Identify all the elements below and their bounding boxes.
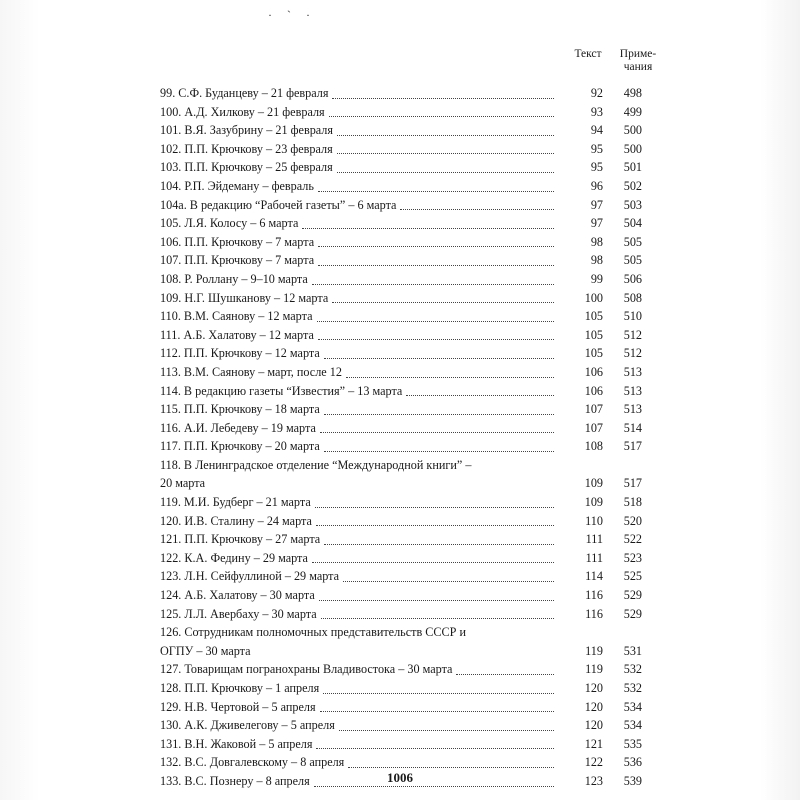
toc-entry-title bbox=[160, 698, 558, 717]
toc-entry bbox=[160, 735, 660, 754]
toc-entry bbox=[160, 382, 660, 401]
dot-leader bbox=[318, 246, 554, 247]
toc-entry-title bbox=[160, 623, 558, 660]
toc-entry-notes-page: 505 bbox=[623, 234, 642, 249]
toc-entry-title-line: 124. А.Б. Халатову – 30 марта bbox=[160, 588, 315, 603]
toc-entry bbox=[160, 326, 660, 345]
toc-entry bbox=[160, 103, 660, 122]
toc-entry bbox=[160, 196, 660, 215]
toc-entry-text-page: 121 bbox=[584, 736, 603, 751]
toc-entry-notes-page: 513 bbox=[623, 383, 642, 398]
table-of-contents bbox=[160, 84, 660, 791]
toc-entry-notes-page: 513 bbox=[623, 364, 642, 379]
toc-entry-title-line: 129. Н.В. Чертовой – 5 апреля bbox=[160, 699, 316, 714]
dot-leader bbox=[329, 116, 554, 117]
toc-entry-title-line: 133. В.С. Познеру – 8 апреля bbox=[160, 773, 310, 788]
toc-entry-text-page: 119 bbox=[585, 643, 603, 658]
toc-entry-title-line: 101. В.Я. Зазубрину – 21 февраля bbox=[160, 123, 333, 138]
toc-entry-text-page: 93 bbox=[590, 104, 603, 119]
dot-leader bbox=[318, 339, 554, 340]
toc-entry-notes-page: 532 bbox=[623, 662, 642, 677]
column-header-notes bbox=[612, 48, 664, 74]
toc-entry-title-line: 109. Н.Г. Шушканову – 12 марта bbox=[160, 290, 329, 305]
toc-entry-notes-page: 506 bbox=[623, 271, 642, 286]
column-header-notes-line2: чания bbox=[623, 61, 653, 73]
toc-entry-text-page: 94 bbox=[590, 123, 603, 138]
toc-entry-notes-page: 517 bbox=[623, 476, 642, 491]
toc-entry-title-line: 119. М.И. Будберг – 21 марта bbox=[160, 495, 311, 510]
toc-entry-title bbox=[160, 270, 558, 289]
toc-entry-title-line: 121. П.П. Крючкову – 27 марта bbox=[160, 532, 321, 547]
toc-entry bbox=[160, 493, 660, 512]
toc-entry-text-page: 105 bbox=[584, 346, 603, 361]
toc-entry-text-page: 106 bbox=[584, 383, 603, 398]
toc-entry bbox=[160, 158, 660, 177]
toc-entry-title bbox=[160, 716, 558, 735]
toc-entry bbox=[160, 233, 660, 252]
toc-entry-notes-page: 525 bbox=[623, 569, 642, 584]
toc-entry-notes-page: 505 bbox=[623, 253, 642, 268]
toc-entry-title bbox=[160, 530, 558, 549]
toc-entry-title bbox=[160, 158, 558, 177]
toc-entry bbox=[160, 660, 660, 679]
toc-entry-title bbox=[160, 177, 558, 196]
toc-entry-title bbox=[160, 103, 558, 122]
toc-entry-text-page: 116 bbox=[585, 606, 603, 621]
toc-entry-notes-page: 529 bbox=[623, 606, 642, 621]
toc-entry-text-page: 109 bbox=[584, 495, 603, 510]
toc-entry bbox=[160, 214, 660, 233]
toc-entry-notes-page: 498 bbox=[623, 86, 642, 100]
dot-leader bbox=[317, 321, 555, 322]
toc-entry-notes-page: 500 bbox=[623, 123, 642, 138]
dot-leader bbox=[406, 395, 554, 396]
dot-leader bbox=[337, 172, 554, 173]
toc-entry-title-line: 130. А.К. Дживелегову – 5 апреля bbox=[160, 718, 335, 733]
toc-entry-title-line: 120. И.В. Сталину – 24 марта bbox=[160, 513, 312, 528]
toc-entry-notes-page: 499 bbox=[623, 104, 642, 119]
dot-leader bbox=[302, 228, 554, 229]
toc-entry bbox=[160, 437, 660, 456]
dot-leader bbox=[339, 730, 554, 731]
toc-entry-notes-page: 534 bbox=[623, 718, 642, 733]
toc-entry-text-page: 122 bbox=[584, 755, 603, 770]
toc-entry-title-line: 103. П.П. Крючкову – 25 февраля bbox=[160, 160, 333, 175]
toc-entry-text-page: 98 bbox=[590, 234, 603, 249]
toc-entry-title bbox=[160, 326, 558, 345]
dot-leader bbox=[400, 209, 554, 210]
toc-entry-text-page: 123 bbox=[584, 773, 603, 788]
toc-entry-title bbox=[160, 344, 558, 363]
toc-entry-text-page: 111 bbox=[585, 532, 603, 547]
toc-entry-notes-page: 523 bbox=[623, 550, 642, 565]
toc-entry-title-line: 126. Сотрудникам полномочных представительств СССР и bbox=[160, 625, 466, 640]
dot-leader bbox=[321, 618, 554, 619]
toc-entry-title bbox=[160, 679, 558, 698]
toc-entry-text-page: 105 bbox=[584, 327, 603, 342]
toc-entry bbox=[160, 84, 660, 103]
toc-entry-title-line: 128. П.П. Крючкову – 1 апреля bbox=[160, 681, 320, 695]
toc-entry-text-page: 97 bbox=[590, 216, 603, 231]
dot-leader bbox=[319, 600, 554, 601]
toc-entry bbox=[160, 400, 660, 419]
dot-leader bbox=[337, 153, 554, 154]
toc-entry-title bbox=[160, 307, 558, 326]
toc-entry-text-page: 95 bbox=[590, 141, 603, 156]
toc-entry-title-line: 131. В.Н. Жаковой – 5 апреля bbox=[160, 736, 313, 751]
dot-leader bbox=[320, 711, 554, 712]
dot-leader bbox=[316, 748, 554, 749]
toc-entry-title bbox=[160, 549, 558, 568]
toc-entry-notes-page: 512 bbox=[623, 346, 642, 361]
dot-leader bbox=[346, 377, 554, 378]
toc-entry-notes-page: 520 bbox=[623, 513, 642, 528]
toc-entry-title-line: 116. А.И. Лебедеву – 19 марта bbox=[160, 420, 316, 435]
dot-leader bbox=[456, 674, 554, 675]
toc-entry-title-line: 123. Л.Н. Сейфуллиной – 29 марта bbox=[160, 569, 340, 584]
toc-entry-title-line: 99. С.Ф. Буданцеву – 21 февраля bbox=[160, 86, 329, 100]
toc-entry-title-line: 127. Товарищам погранохраны Владивостока – 30 марта bbox=[160, 662, 453, 677]
toc-entry-notes-page: 531 bbox=[623, 643, 642, 658]
toc-entry-title-line: 106. П.П. Крючкову – 7 марта bbox=[160, 234, 315, 249]
toc-entry-text-page: 120 bbox=[584, 718, 603, 733]
toc-entry-title bbox=[160, 400, 558, 419]
toc-entry-text-page: 97 bbox=[590, 197, 603, 212]
toc-entry-notes-page: 504 bbox=[623, 216, 642, 231]
toc-entry bbox=[160, 698, 660, 717]
toc-entry-title-line: 104. Р.П. Эйдеману – февраль bbox=[160, 178, 314, 193]
toc-entry-notes-page: 514 bbox=[623, 420, 642, 435]
toc-entry bbox=[160, 419, 660, 438]
dot-leader bbox=[343, 581, 554, 582]
toc-entry-notes-page: 512 bbox=[623, 327, 642, 342]
dot-leader bbox=[318, 191, 554, 192]
column-header bbox=[0, 46, 800, 82]
toc-entry bbox=[160, 512, 660, 531]
toc-entry-title bbox=[160, 214, 558, 233]
toc-entry-title bbox=[160, 419, 558, 438]
toc-entry-title bbox=[160, 493, 558, 512]
toc-entry-text-page: 107 bbox=[584, 420, 603, 435]
toc-entry-notes-page: 532 bbox=[623, 681, 642, 695]
toc-entry-title-line: 125. Л.Л. Авербаху – 30 марта bbox=[160, 606, 317, 621]
toc-entry-notes-page: 518 bbox=[623, 495, 642, 510]
toc-entry-title-line: 122. К.А. Федину – 29 марта bbox=[160, 550, 308, 565]
toc-entry-title bbox=[160, 84, 558, 103]
column-header-text: Текст bbox=[574, 48, 602, 60]
toc-entry-text-page: 100 bbox=[584, 290, 603, 305]
toc-entry-title bbox=[160, 251, 558, 270]
toc-entry bbox=[160, 140, 660, 159]
toc-entry-title bbox=[160, 512, 558, 531]
toc-entry bbox=[160, 307, 660, 326]
toc-entry-text-page: 120 bbox=[584, 699, 603, 714]
toc-entry-text-page: 108 bbox=[584, 439, 603, 454]
toc-entry bbox=[160, 270, 660, 289]
toc-entry-title bbox=[160, 567, 558, 586]
toc-entry-title bbox=[160, 605, 558, 624]
toc-entry-title-line: 102. П.П. Крючкову – 23 февраля bbox=[160, 141, 333, 156]
toc-entry-title bbox=[160, 456, 558, 493]
toc-entry-text-page: 106 bbox=[584, 364, 603, 379]
toc-entry-title bbox=[160, 121, 558, 140]
toc-entry-notes-page: 500 bbox=[623, 141, 642, 156]
toc-entry-title-line: 118. В Ленинградское отделение “Международной книги” – bbox=[160, 457, 472, 472]
toc-entry bbox=[160, 605, 660, 624]
toc-entry-title bbox=[160, 437, 558, 456]
toc-entry-text-page: 92 bbox=[590, 86, 603, 100]
toc-entry-notes-page: 536 bbox=[623, 755, 642, 770]
toc-entry-title bbox=[160, 660, 558, 679]
dot-leader bbox=[315, 507, 554, 508]
toc-entry-text-page: 107 bbox=[584, 402, 603, 417]
toc-entry-text-page: 114 bbox=[585, 569, 603, 584]
toc-entry-title-line: 113. В.М. Саянову – март, после 12 bbox=[160, 364, 342, 379]
print-marks: · ˋ · bbox=[268, 8, 316, 22]
toc-entry-title bbox=[160, 233, 558, 252]
toc-entry-text-page: 96 bbox=[590, 178, 603, 193]
dot-leader bbox=[348, 767, 554, 768]
toc-entry-title-line: 114. В редакцию газеты “Известия” – 13 марта bbox=[160, 383, 403, 398]
toc-entry bbox=[160, 251, 660, 270]
toc-entry-notes-page: 508 bbox=[623, 290, 642, 305]
toc-entry-notes-page: 522 bbox=[623, 532, 642, 547]
toc-entry-title-line: 111. А.Б. Халатову – 12 марта bbox=[160, 327, 314, 342]
toc-entry bbox=[160, 716, 660, 735]
dot-leader bbox=[324, 451, 554, 452]
column-header-notes-line1: Приме- bbox=[619, 48, 657, 60]
toc-entry-title-line: 105. Л.Я. Колосу – 6 марта bbox=[160, 216, 299, 231]
toc-entry-text-page: 120 bbox=[584, 681, 603, 695]
toc-entry-title-line: 107. П.П. Крючкову – 7 марта bbox=[160, 253, 315, 268]
toc-entry-text-page: 99 bbox=[590, 271, 603, 286]
dot-leader bbox=[337, 135, 554, 136]
toc-entry bbox=[160, 177, 660, 196]
toc-entry bbox=[160, 363, 660, 382]
dot-leader bbox=[318, 265, 554, 266]
dot-leader bbox=[316, 525, 554, 526]
toc-entry-text-page: 105 bbox=[584, 309, 603, 324]
toc-entry bbox=[160, 289, 660, 308]
toc-entry bbox=[160, 623, 660, 660]
toc-entry-notes-page: 513 bbox=[623, 402, 642, 417]
dot-leader bbox=[312, 284, 554, 285]
toc-entry-notes-page: 510 bbox=[623, 309, 642, 324]
toc-entry-notes-page: 501 bbox=[623, 160, 642, 175]
toc-entry-title-line: 110. В.М. Саянову – 12 марта bbox=[160, 309, 313, 324]
dot-leader bbox=[332, 98, 554, 99]
toc-entry-title bbox=[160, 382, 558, 401]
toc-entry-notes-page: 534 bbox=[623, 699, 642, 714]
toc-entry-text-page: 95 bbox=[590, 160, 603, 175]
toc-entry-title-line: 108. Р. Роллану – 9–10 марта bbox=[160, 271, 308, 286]
toc-entry-text-page: 110 bbox=[585, 513, 603, 528]
toc-entry-title bbox=[160, 140, 558, 159]
toc-entry bbox=[160, 456, 660, 493]
toc-entry-text-page: 98 bbox=[590, 253, 603, 268]
toc-entry-title-line: 104а. В редакцию “Рабочей газеты” – 6 марта bbox=[160, 197, 397, 212]
toc-entry-title bbox=[160, 363, 558, 382]
toc-entry-notes-page: 535 bbox=[623, 736, 642, 751]
toc-entry-title-line: 112. П.П. Крючкову – 12 марта bbox=[160, 346, 320, 361]
toc-entry-title-line: 132. В.С. Довгалевскому – 8 апреля bbox=[160, 755, 345, 770]
toc-entry-title-line2: ОГПУ – 30 марта bbox=[160, 643, 251, 658]
toc-entry-notes-page: 502 bbox=[623, 178, 642, 193]
toc-entry-text-page: 116 bbox=[585, 588, 603, 603]
toc-entry bbox=[160, 586, 660, 605]
dot-leader bbox=[332, 302, 554, 303]
toc-entry-notes-page: 503 bbox=[623, 197, 642, 212]
toc-entry-title bbox=[160, 289, 558, 308]
dot-leader bbox=[324, 414, 554, 415]
dot-leader bbox=[324, 544, 554, 545]
toc-entry bbox=[160, 679, 660, 698]
toc-entry bbox=[160, 121, 660, 140]
toc-entry bbox=[160, 567, 660, 586]
page-number: 1006 bbox=[387, 770, 413, 785]
toc-entry-title-line2: 20 марта bbox=[160, 476, 206, 491]
toc-entry-title bbox=[160, 735, 558, 754]
toc-entry bbox=[160, 549, 660, 568]
dot-leader bbox=[312, 562, 554, 563]
toc-entry-notes-page: 517 bbox=[623, 439, 642, 454]
toc-entry-text-page: 119 bbox=[585, 662, 603, 677]
toc-entry-title-line: 115. П.П. Крючкову – 18 марта bbox=[160, 402, 320, 417]
toc-entry bbox=[160, 530, 660, 549]
toc-entry-title bbox=[160, 196, 558, 215]
toc-entry-notes-page: 539 bbox=[623, 773, 642, 788]
toc-entry-text-page: 111 bbox=[585, 550, 603, 565]
toc-entry bbox=[160, 344, 660, 363]
dot-leader bbox=[323, 693, 554, 694]
toc-entry-title-line: 100. А.Д. Хилкову – 21 февраля bbox=[160, 104, 325, 119]
toc-entry-title-line: 117. П.П. Крючкову – 20 марта bbox=[160, 439, 320, 454]
toc-entry-notes-page: 529 bbox=[623, 588, 642, 603]
toc-entry-text-page: 109 bbox=[584, 476, 603, 491]
dot-leader bbox=[324, 358, 554, 359]
dot-leader bbox=[320, 432, 554, 433]
toc-entry-title bbox=[160, 586, 558, 605]
